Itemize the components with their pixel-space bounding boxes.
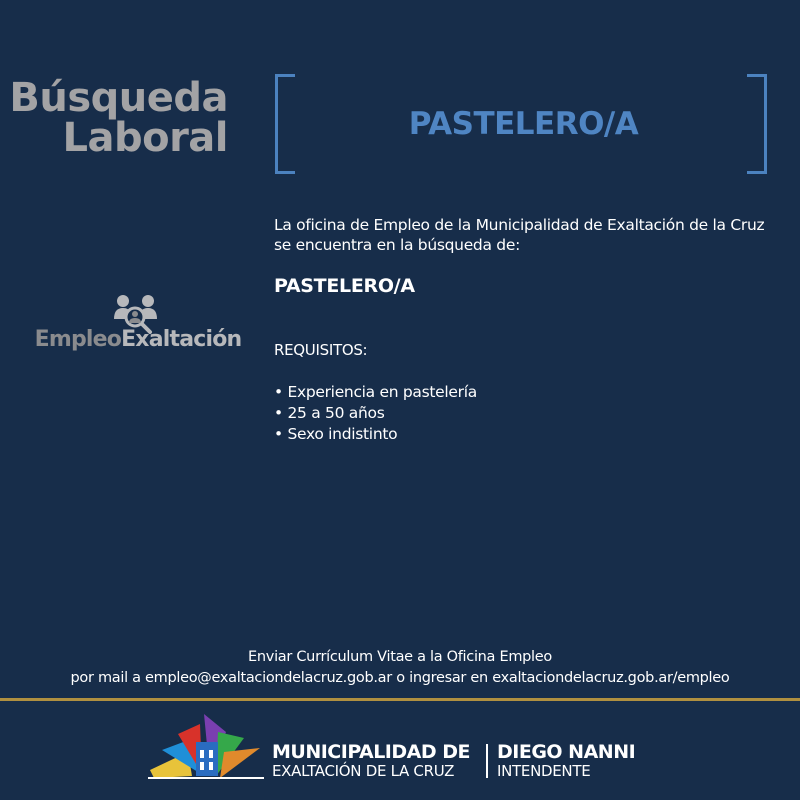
gold-divider xyxy=(0,698,800,701)
requirements-title: REQUISITOS: xyxy=(274,341,368,359)
left-bracket-decoration xyxy=(275,74,295,174)
right-bracket-decoration xyxy=(747,74,767,174)
requirements-list xyxy=(274,382,477,445)
page-title xyxy=(0,75,228,161)
branding-separator xyxy=(486,744,488,778)
municipality-name-line1: MUNICIPALIDAD DE xyxy=(272,741,470,763)
page-title-line1: Búsqueda xyxy=(9,75,228,121)
intro-text: La oficina de Empleo de la Municipalidad de Exaltación de la Cruz se encuentra en la búsqueda de: xyxy=(274,216,765,254)
footer-instruction: Enviar Currículum Vitae a la Oficina Empleo xyxy=(248,649,552,665)
requirement-item: • Experiencia en pastelería xyxy=(274,383,477,401)
job-title-header: PASTELERO/A xyxy=(408,106,639,142)
municipality-name-line2: EXALTACIÓN DE LA CRUZ xyxy=(272,762,455,780)
empleo-exaltacion-logo xyxy=(30,327,246,352)
mayor-name: DIEGO NANNI xyxy=(497,741,636,763)
requirement-item: • 25 a 50 años xyxy=(274,404,385,422)
logo-text-exaltacion: Exaltación xyxy=(121,327,242,352)
logo-text-empleo: Empleo xyxy=(34,327,122,352)
footer-contact: por mail a empleo@exaltaciondelacruz.gob.ar o ingresar en exaltaciondelacruz.gob.ar/empleo xyxy=(70,670,730,686)
mayor-role: INTENDENTE xyxy=(497,762,591,780)
job-title-main: PASTELERO/A xyxy=(274,275,415,297)
requirement-item: • Sexo indistinto xyxy=(274,425,398,443)
page-title-line2: Laboral xyxy=(62,115,228,161)
municipality-emblem-icon xyxy=(148,712,266,784)
